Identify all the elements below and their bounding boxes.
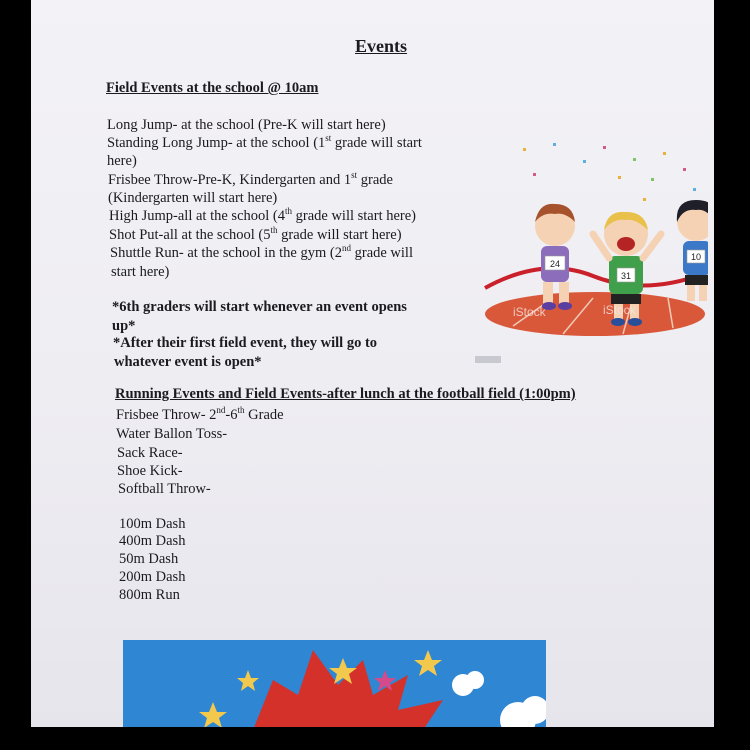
- event-shuttle-run-cont: start here): [111, 264, 170, 280]
- afternoon-softball-throw: Softball Throw-: [118, 481, 211, 497]
- kids-race-clipart: [483, 138, 708, 338]
- stock-watermark: iStock: [513, 305, 546, 319]
- star-icon: [237, 670, 259, 691]
- running-event: 200m Dash: [119, 569, 186, 585]
- event-frisbee-throw: Frisbee Throw-Pre-K, Kindergarten and 1st grade: [108, 170, 393, 188]
- section-heading-running-events: Running Events and Field Events-after lunch at the football field (1:00pm): [115, 386, 576, 402]
- event-long-jump: Long Jump- at the school (Pre-K will start here): [107, 117, 386, 133]
- finish-tape: [485, 268, 703, 288]
- running-event: 400m Dash: [119, 533, 186, 549]
- event-high-jump: High Jump-all at the school (4th grade will start here): [109, 206, 417, 224]
- bib-number: 31: [620, 271, 632, 281]
- bottom-poster-image: [123, 640, 546, 727]
- running-event: 50m Dash: [119, 551, 179, 567]
- runner-right: [677, 200, 708, 301]
- afternoon-water-balloon-toss: Water Ballon Toss-: [116, 426, 228, 442]
- note-6th-graders-cont: up*: [112, 318, 136, 334]
- stock-watermark: iStock: [603, 303, 636, 317]
- page-title: Events: [355, 36, 408, 56]
- note-after-first-event-cont: whatever event is open*: [114, 354, 262, 370]
- event-shuttle-run: Shuttle Run- at the school in the gym (2nd grade will: [110, 243, 413, 261]
- note-after-first-event: *After their first field event, they will go to: [113, 335, 378, 351]
- stock-image-id-tag: [475, 356, 501, 363]
- document-page: [31, 0, 714, 727]
- afternoon-sack-race: Sack Race-: [117, 445, 183, 461]
- running-event: 100m Dash: [119, 516, 186, 532]
- event-frisbee-throw-cont: (Kindergarten will start here): [108, 190, 278, 206]
- event-standing-long-jump: Standing Long Jump- at the school (1st grade will start: [107, 133, 422, 151]
- event-shot-put: Shot Put-all at the school (5th grade will start here): [109, 225, 402, 243]
- note-6th-graders: *6th graders will start whenever an event opens: [112, 299, 407, 315]
- afternoon-shoe-kick: Shoe Kick-: [117, 463, 183, 479]
- section-heading-field-events: Field Events at the school @ 10am: [106, 80, 319, 96]
- running-event: 800m Run: [119, 587, 180, 603]
- bib-number: 24: [549, 259, 561, 269]
- afternoon-frisbee-throw: Frisbee Throw- 2nd-6th Grade: [116, 405, 284, 423]
- star-icon: [414, 650, 442, 676]
- event-standing-long-jump-cont: here): [107, 153, 137, 169]
- comic-burst: [253, 650, 443, 727]
- star-icon: [199, 702, 227, 727]
- bib-number: 10: [690, 252, 702, 262]
